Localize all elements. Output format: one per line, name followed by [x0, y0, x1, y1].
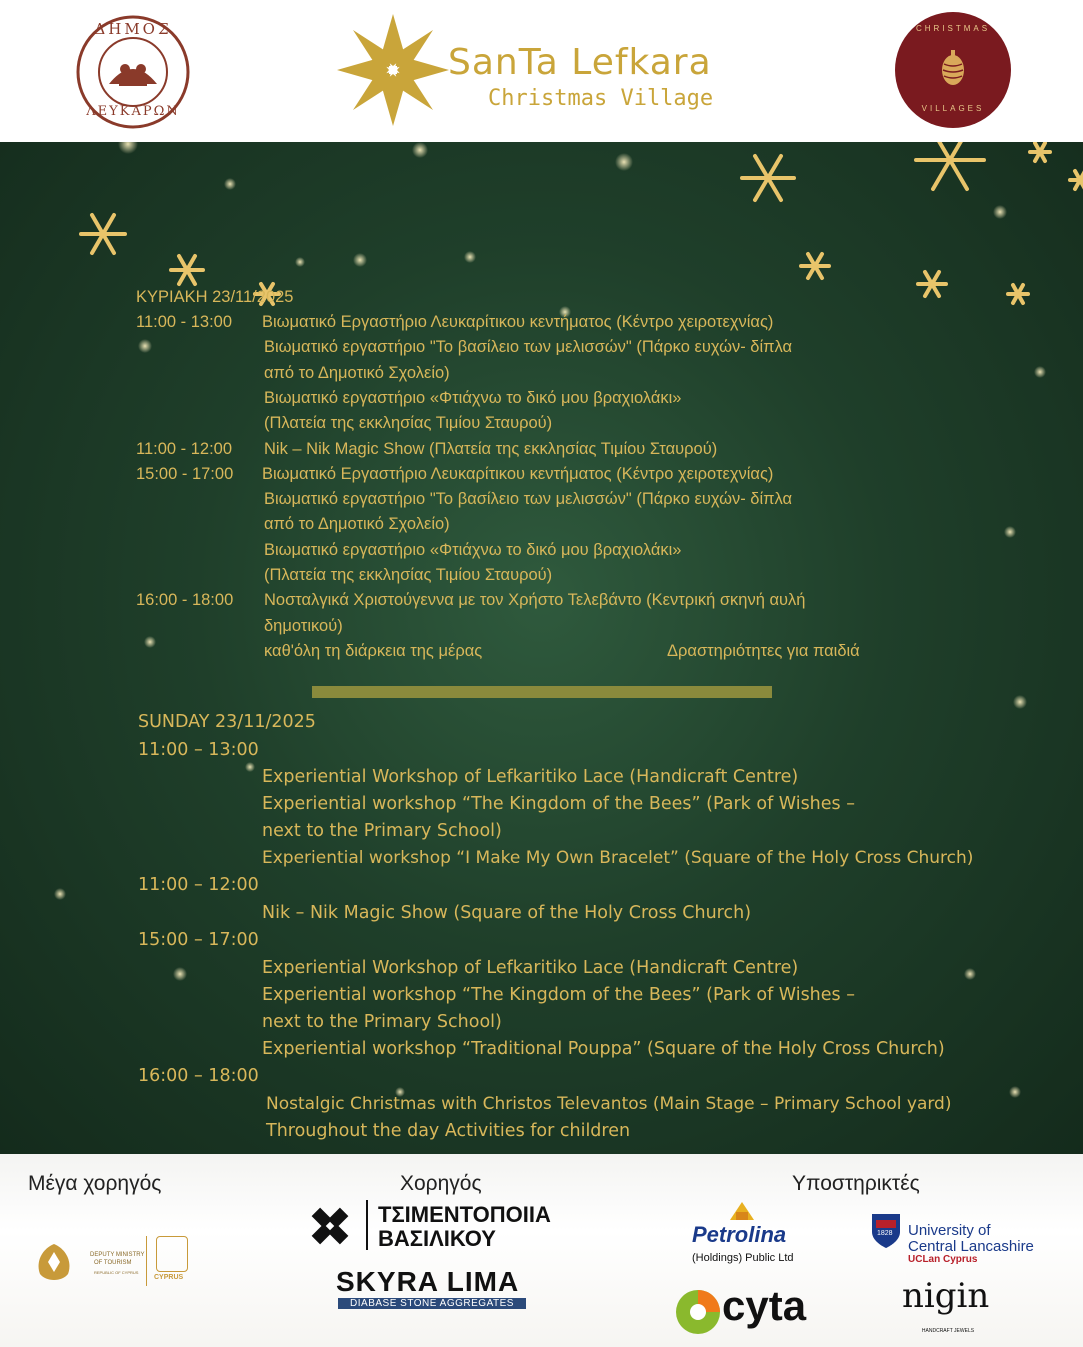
time-slot: 11:00 - 13:00: [136, 313, 233, 331]
time-slot: 15:00 - 17:00: [136, 464, 234, 483]
list-item: Νοσταλγικά Χριστούγεννα με τον Χρήστο Τελεβάντο (Κεντρική σκηνή αυλή: [264, 591, 806, 610]
divider-line: [146, 1236, 147, 1286]
sponsors-footer: [0, 1154, 1083, 1347]
list-item: Experiential workshop “Traditional Pouppa” (Square of the Holy Cross Church): [262, 1039, 945, 1059]
nigin-subtitle: HANDCRAFT JEWELS: [921, 1328, 975, 1334]
vasilikou-name-2: ΒΑΣΙΛΙΚΟΥ: [378, 1226, 496, 1251]
petrolina-name: Petrolina: [692, 1222, 787, 1247]
list-item: Βιωματικό Εργαστήριο Λευκαρίτικου κεντήματος (Κέντρο χειροτεχνίας): [262, 313, 774, 331]
petrolina-subtitle: (Holdings) Public Ltd: [692, 1252, 794, 1264]
love-cyprus-logo: [156, 1236, 188, 1272]
uclan-name-1: University of: [908, 1222, 991, 1239]
municipality-logo-top-text: ΔΗΜΟΣ: [94, 20, 172, 38]
slot3-time: 15:00 – 17:00: [138, 930, 259, 950]
list-item: (Πλατεία της εκκλησίας Τιμίου Σταυρού): [264, 414, 553, 433]
vasilikou-separator: [366, 1200, 368, 1250]
time-slot: 11:00 - 12:00: [136, 439, 233, 458]
nigin-logo: nigin: [902, 1276, 990, 1316]
brand-star-icon: [334, 12, 452, 128]
vasilikou-logo-icon: [304, 1200, 356, 1252]
all-day-activity: Δραστηριότητες για παιδιά: [667, 642, 860, 660]
skyra-lima-logo: SKYRA LIMA: [336, 1266, 520, 1297]
list-item: Experiential Workshop of Lefkaritiko Lace (Handicraft Centre): [262, 958, 799, 978]
list-item: next to the Primary School): [262, 1012, 502, 1032]
supporters-title: Υποστηρικτές: [792, 1172, 920, 1195]
all-day-label: καθ'όλη τη διάρκεια της μέρας: [264, 642, 483, 660]
badge-bottom-text: VILLAGES: [921, 104, 985, 113]
cyprus-emblem-icon: [30, 1240, 78, 1288]
brand-subtitle: Christmas Village: [488, 86, 714, 111]
tourism-text-2: OF TOURISM: [94, 1260, 132, 1266]
slot1-time: 11:00 – 13:00: [138, 740, 259, 760]
tourism-text-1: DEPUTY MINISTRY: [90, 1252, 145, 1258]
slot4-time: 16:00 – 18:00: [138, 1066, 259, 1086]
mega-sponsor-title: Μέγα χορηγός: [28, 1172, 162, 1195]
section-divider: [312, 686, 772, 698]
pinecone-icon: [939, 50, 967, 88]
christmas-villages-badge: [895, 12, 1011, 128]
cyta-name: cyta: [722, 1282, 807, 1329]
tourism-cyprus-text: CYPRUS: [154, 1274, 184, 1281]
time-slot: 16:00 - 18:00: [136, 591, 234, 610]
slot2-time: 11:00 – 12:00: [138, 875, 259, 895]
uclan-year: 1828: [877, 1230, 893, 1237]
uclan-name-2: Central Lancashire: [908, 1238, 1034, 1255]
list-item: Nik – Nik Magic Show (Square of the Holy Cross Church): [262, 903, 752, 923]
list-item: Experiential workshop “The Kingdom of the Bees” (Park of Wishes –: [262, 794, 855, 814]
badge-top-text: CHRISTMAS: [915, 24, 991, 33]
greek-day-title: ΚΥΡΙΑΚΗ 23/11/2025: [136, 288, 294, 306]
list-item: (Πλατεία της εκκλησίας Τιμίου Σταυρού): [264, 566, 553, 584]
list-item: Βιωματικό Εργαστήριο Λευκαρίτικου κεντήματος (Κέντρο χειροτεχνίας): [262, 464, 774, 483]
list-item: Βιωματικό εργαστήριο «Φτιάχνω το δικό μου βραχιολάκι»: [264, 388, 682, 407]
list-item: Βιωματικό εργαστήριο «Φτιάχνω το δικό μου βραχιολάκι»: [264, 540, 682, 559]
list-item: δημοτικού): [264, 616, 343, 635]
uclan-name-3: UCLan Cyprus: [908, 1254, 978, 1265]
list-item: Experiential Workshop of Lefkaritiko Lace (Handicraft Centre): [262, 767, 799, 787]
list-item: Nik – Nik Magic Show (Πλατεία της εκκλησίας Τιμίου Σταυρού): [264, 439, 718, 458]
list-item: από το Δημοτικό Σχολείο): [264, 515, 450, 534]
list-item: Experiential workshop “The Kingdom of the Bees” (Park of Wishes –: [262, 985, 855, 1005]
header: [0, 0, 1083, 142]
list-item: next to the Primary School): [262, 821, 502, 841]
tourism-text-3: REPUBLIC OF CYPRUS: [94, 1270, 139, 1275]
list-item: Throughout the day Activities for children: [266, 1121, 631, 1141]
cyta-logo-icon: [674, 1288, 722, 1336]
municipality-logo-bottom-text: ΛΕΥΚΑΡΩΝ: [86, 104, 180, 119]
list-item: Βιωματικό εργαστήριο "Το βασίλειο των μελισσών" (Πάρκο ευχών- δίπλα: [264, 338, 793, 357]
brand-title: SanTa Lefkara: [448, 42, 712, 83]
list-item: Nostalgic Christmas with Christos Televantos (Main Stage – Primary School yard): [266, 1094, 952, 1114]
municipality-logo: [75, 14, 191, 130]
petrolina-logo-icon: [712, 1202, 772, 1220]
list-item: Experiential workshop “I Make My Own Bracelet” (Square of the Holy Cross Church): [262, 848, 974, 868]
skyra-lima-subtitle: DIABASE STONE AGGREGATES: [338, 1298, 526, 1309]
vasilikou-name-1: ΤΣΙΜΕΝΤΟΠΟΙΙΑ: [378, 1202, 551, 1227]
list-item: Βιωματικό εργαστήριο "Το βασίλειο των μελισσών" (Πάρκο ευχών- δίπλα: [264, 490, 793, 509]
english-day-title: SUNDAY 23/11/2025: [138, 712, 316, 732]
sponsor-title: Χορηγός: [400, 1172, 482, 1195]
list-item: από το Δημοτικό Σχολείο): [264, 363, 450, 382]
